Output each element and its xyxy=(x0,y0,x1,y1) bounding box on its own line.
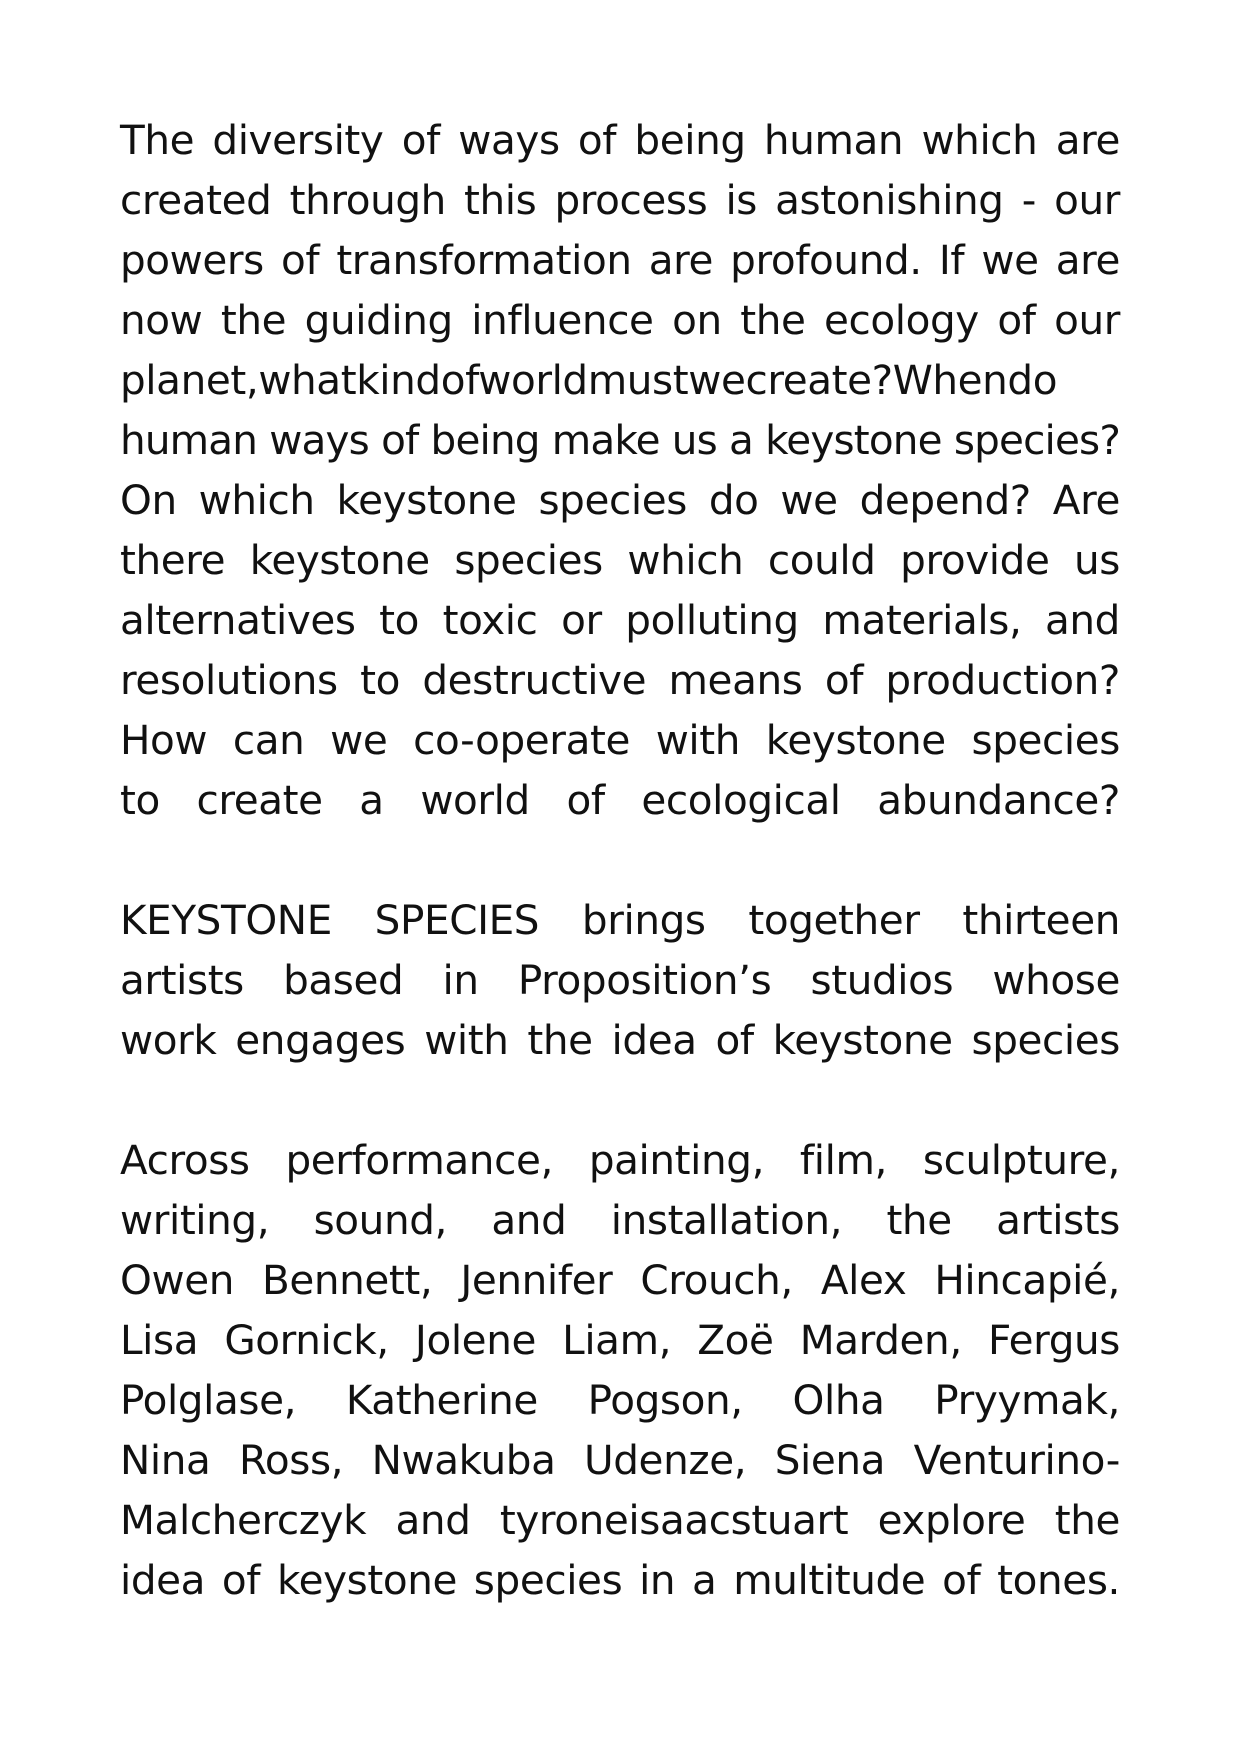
text-line: created through this process is astonishing - our xyxy=(120,176,1120,224)
text-line: human ways of being make us a keystone species? xyxy=(120,416,1120,464)
text-line: work engages with the idea of keystone species xyxy=(120,1016,1120,1064)
text-line: writing, sound, and installation, the artists xyxy=(120,1196,1120,1244)
paragraph-intro-questions xyxy=(120,110,1120,830)
text-line: resolutions to destructive means of production? xyxy=(120,656,1120,704)
text-line: Malcherczyk and tyroneisaacstuart explore the xyxy=(120,1496,1120,1544)
text-line: Owen Bennett, Jennifer Crouch, Alex Hincapié, xyxy=(120,1256,1120,1304)
text-line: How can we co-operate with keystone species xyxy=(120,716,1120,764)
text-line: The diversity of ways of being human which are xyxy=(120,116,1120,164)
text-line: to create a world of ecological abundance? xyxy=(120,776,1120,824)
text-line: idea of keystone species in a multitude of tones. xyxy=(120,1556,1120,1604)
text-line: planet,whatkindofworldmustwecreate?Whendo xyxy=(120,356,1058,404)
text-line: Nina Ross, Nwakuba Udenze, Siena Venturino- xyxy=(120,1436,1120,1484)
text-line: On which keystone species do we depend? Are xyxy=(120,476,1120,524)
paragraph-artist-list xyxy=(120,1130,1120,1610)
text-line: Polglase, Katherine Pogson, Olha Pryymak, xyxy=(120,1376,1120,1424)
text-line: Lisa Gornick, Jolene Liam, Zoë Marden, Fergus xyxy=(120,1316,1120,1364)
text-line: powers of transformation are profound. If we are xyxy=(120,236,1120,284)
text-line: KEYSTONE SPECIES brings together thirteen xyxy=(120,896,1120,944)
paragraph-exhibition-summary xyxy=(120,890,1120,1070)
text-line: there keystone species which could provide us xyxy=(120,536,1120,584)
text-line: alternatives to toxic or polluting materials, and xyxy=(120,596,1120,644)
text-line: artists based in Proposition’s studios whose xyxy=(120,956,1120,1004)
document-page xyxy=(120,110,1120,1610)
text-line: now the guiding influence on the ecology of our xyxy=(120,296,1120,344)
text-line: Across performance, painting, film, sculpture, xyxy=(120,1136,1120,1184)
